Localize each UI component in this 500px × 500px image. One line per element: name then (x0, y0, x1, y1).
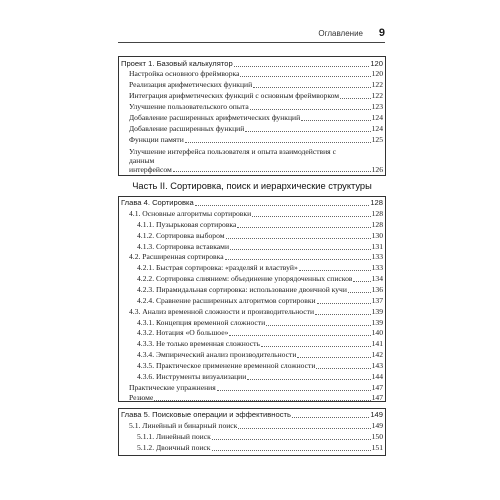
toc-entry-page: 124 (371, 113, 383, 122)
toc-entry-text: 5.1.2. Двоичный поиск (137, 442, 211, 452)
dot-leader (252, 209, 370, 217)
toc-entry-page: 149 (371, 421, 383, 430)
toc-entry-text: Интеграция арифметических функций с основным фреймворком (129, 91, 340, 100)
toc-entry (129, 69, 383, 79)
toc-entry-text: Резюме (129, 393, 154, 403)
toc-entry (137, 372, 383, 382)
toc-entry-page: 134 (371, 274, 383, 284)
toc-entry-text: 4.2.4. Сравнение расширенных алгоритмов сортировки (137, 295, 316, 305)
toc-entry (137, 231, 383, 241)
toc-entry-page: 139 (371, 306, 383, 316)
toc-entry-text: 4.3.2. Нотация «О большое» (137, 328, 229, 338)
toc-entry-page: 120 (371, 69, 383, 78)
toc-entry (129, 113, 383, 123)
toc-entry (137, 361, 383, 371)
chapter-4-title: Глава 4. Сортировка 128 (121, 198, 383, 207)
toc-entry (129, 80, 383, 90)
toc-entry-text: 4.2.3. Пирамидальная сортировка: использование двоичной кучи (137, 284, 347, 294)
dot-leader (317, 296, 371, 304)
part-title: Часть II. Сортировка, поиск и иерархические структуры (132, 181, 372, 191)
dot-leader (154, 393, 370, 401)
toc-entry-text: 4.1. Основные алгоритмы сортировки (129, 209, 252, 218)
dot-leader (229, 328, 370, 336)
toc-entry-text: 4.1.2. Сортировка выбором (137, 230, 225, 240)
dot-leader (261, 339, 371, 347)
dot-leader (225, 252, 371, 260)
toc-entry-page: 136 (371, 284, 383, 294)
toc-entry-text: Функции памяти (129, 135, 184, 144)
toc-entry-text: 4.3.5. Практическое применение временной сложности (137, 360, 316, 370)
toc-entry-text: Практические упражнения (129, 382, 216, 392)
toc-entry-page: 147 (371, 382, 383, 392)
header-rule (118, 42, 385, 43)
dot-leader (185, 135, 371, 143)
toc-entry (129, 209, 383, 219)
toc-entry-page: 133 (371, 263, 383, 273)
toc-entry (137, 443, 383, 453)
toc-entry-multiline: Улучшение интерфейса пользователя и опыта взаимодействия с данным интерфейсом 126 (129, 147, 383, 174)
toc-entry (129, 124, 383, 134)
dot-leader (240, 69, 370, 77)
toc-entry-text: 5.1.1. Линейный поиск (137, 431, 211, 441)
running-header (118, 28, 385, 44)
dot-leader (297, 350, 370, 358)
toc-entry (137, 274, 383, 284)
dot-leader (315, 307, 371, 315)
toc-entry-page: 141 (371, 339, 383, 349)
toc-entry-page: 144 (371, 371, 383, 381)
toc-entry (129, 91, 383, 101)
toc-entry-page: 147 (371, 393, 383, 403)
dot-leader (301, 113, 370, 121)
toc-entry-text: 4.3. Анализ временной сложности и производительности (129, 306, 315, 316)
toc-entry-page: 122 (371, 80, 383, 89)
toc-entry (129, 393, 383, 403)
toc-entry-page: 137 (371, 295, 383, 305)
toc-entry-text: Улучшение пользовательского опыта (129, 102, 249, 111)
toc-entry (129, 421, 383, 431)
toc-entry (137, 285, 383, 295)
toc-entry-text: 4.3.6. Инструменты визуализации (137, 371, 247, 381)
toc-entry (137, 296, 383, 306)
dot-leader (266, 318, 370, 326)
dot-leader (299, 263, 371, 271)
toc-entry (137, 220, 383, 230)
toc-entry (137, 432, 383, 442)
toc-entry-text: 5.1. Линейный и бинарный поиск (129, 421, 238, 430)
dot-leader (348, 285, 371, 293)
dot-leader (245, 124, 370, 132)
chapter-5-title: Глава 5. Поисковые операции и эффективность 149 (121, 410, 383, 419)
toc-entry-page: 128 (371, 209, 383, 218)
dot-leader (230, 242, 371, 250)
toc-entry (129, 102, 383, 112)
dot-leader (353, 274, 370, 282)
toc-entry (137, 339, 383, 349)
toc-entry-page: 142 (371, 350, 383, 360)
dot-leader (247, 372, 370, 380)
toc-entry-text: 4.1.1. Пузырьковая сортировка (137, 219, 237, 229)
toc-entry-page: 151 (371, 442, 383, 452)
toc-entry-page: 143 (371, 360, 383, 370)
page-number: 9 (378, 27, 385, 39)
dot-leader (212, 443, 371, 451)
toc-entry-text: 4.1.3. Сортировка вставками (137, 241, 230, 251)
toc-entry-text: 4.2.1. Быстрая сортировка: «разделяй и властвуй» (137, 263, 298, 273)
toc-entry-page: 128 (371, 219, 383, 229)
toc-entry-page: 133 (371, 252, 383, 262)
toc-entry (129, 135, 383, 145)
dot-leader (217, 383, 371, 391)
toc-entry-text: 4.2.2. Сортировка слиянием: объединение упорядоченных списков (137, 274, 353, 284)
toc-entry (137, 318, 383, 328)
dot-leader (212, 432, 371, 440)
dot-leader (250, 102, 371, 110)
toc-entry-page: 125 (371, 135, 383, 144)
dot-leader (237, 220, 370, 228)
toc-entry-page: 124 (371, 124, 383, 133)
toc-entry-page: 131 (371, 241, 383, 251)
toc-entry-page: 139 (371, 317, 383, 327)
toc-entry-page: 122 (371, 91, 383, 100)
toc-entry-text: 4.3.3. Не только временная сложность (137, 339, 260, 349)
toc-entry-text: 4.2. Расширенная сортировка (129, 252, 224, 262)
toc-entry (137, 350, 383, 360)
toc-entry-text: Реализация арифметических функций (129, 80, 253, 89)
toc-entry (129, 252, 383, 262)
toc-entry (137, 242, 383, 252)
toc-entry (137, 263, 383, 273)
dot-leader (253, 80, 370, 88)
dot-leader (340, 91, 371, 99)
toc-entry-text: 4.3.1. Концепция временной сложности (137, 317, 266, 327)
toc-entry-text: Добавление расширенных функций (129, 124, 245, 133)
dot-leader (316, 361, 370, 369)
toc-entry-text: Настройка основного фреймворка (129, 69, 240, 78)
toc-entry (129, 383, 383, 393)
dot-leader (226, 231, 371, 239)
toc-entry-text: Добавление расширенных арифметических функций (129, 113, 301, 122)
toc-entry (137, 328, 383, 338)
toc-entry-page: 150 (371, 431, 383, 441)
toc-entry-text: 4.3.4. Эмпирический анализ производительности (137, 350, 297, 360)
project-1-title: Проект 1. Базовый калькулятор 120 (121, 59, 383, 68)
toc-entry-page: 123 (371, 102, 383, 111)
dot-leader (238, 421, 370, 429)
toc-entry (129, 307, 383, 317)
toc-entry-page: 140 (371, 328, 383, 338)
running-header-title: Оглавление (318, 29, 363, 38)
toc-entry-page: 130 (371, 230, 383, 240)
